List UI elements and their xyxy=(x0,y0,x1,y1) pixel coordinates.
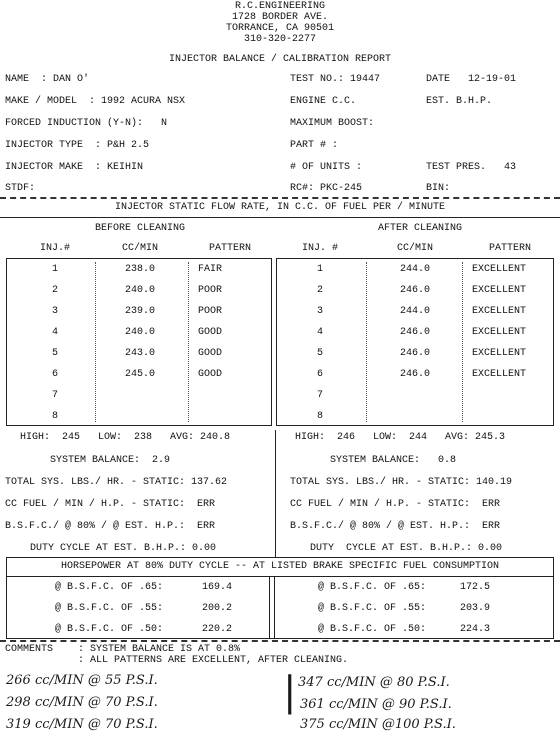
test-number-field: TEST NO.: 19447 xyxy=(290,74,381,85)
before-cc-fuel: CC FUEL / MIN / H.P. - STATIC: ERR xyxy=(5,499,216,510)
after-col-inj: INJ. # xyxy=(301,243,338,254)
before-cc-value: 240.0 xyxy=(124,327,155,338)
make-model-field: MAKE / MODEL : 1992 ACURA NSX xyxy=(5,96,186,107)
column-divider xyxy=(188,262,189,422)
name-field: NAME : DAN O' xyxy=(5,74,90,85)
before-cc-value: 238.0 xyxy=(124,264,155,275)
handwritten-note-right-1: 347 cc/MIN @ 80 P.S.I. xyxy=(298,675,450,690)
horsepower-title: HORSEPOWER AT 80% DUTY CYCLE -- AT LISTED BRAKE SPECIFIC FUEL CONSUMPTION xyxy=(60,561,500,572)
after-bsfc: B.S.F.C./ @ 80% / @ EST. H.P.: ERR xyxy=(290,521,501,532)
handwritten-note-left-2: 298 cc/MIN @ 70 P.S.I. xyxy=(6,695,158,710)
after-cc-value: 246.0 xyxy=(399,327,430,338)
before-duty-cycle: DUTY CYCLE AT EST. B.H.P.: 0.00 xyxy=(30,543,217,554)
handwritten-divider-mark: | xyxy=(283,669,297,715)
after-cc-value: 246.0 xyxy=(399,285,430,296)
before-inj-number: 2 xyxy=(51,285,58,296)
before-cc-value: 240.0 xyxy=(124,285,155,296)
after-col-pattern: PATTERN xyxy=(488,243,531,254)
handwritten-note-left-3: 319 cc/MIN @ 70 P.S.I. xyxy=(6,717,158,732)
hp-before-label: @ B.S.F.C. OF .55: xyxy=(55,603,164,614)
report-title: INJECTOR BALANCE / CALIBRATION REPORT xyxy=(168,54,392,65)
before-col-cc: CC/MIN xyxy=(121,243,158,254)
injector-type-field: INJECTOR TYPE : P&H 2.5 xyxy=(5,140,150,151)
hp-after-label: @ B.S.F.C. OF .65: xyxy=(318,582,427,593)
before-inj-number: 3 xyxy=(51,306,58,317)
hp-before-label: @ B.S.F.C. OF .50: xyxy=(55,624,164,635)
column-divider xyxy=(275,430,276,557)
before-inj-number: 1 xyxy=(51,264,58,275)
after-pattern-value: EXCELLENT xyxy=(472,348,527,359)
before-col-pattern: PATTERN xyxy=(208,243,251,254)
handwritten-note-left-1: 266 cc/MIN @ 55 P.S.I. xyxy=(6,673,158,688)
divider xyxy=(6,576,554,577)
bin-field: BIN: xyxy=(426,183,451,194)
before-bsfc: B.S.F.C./ @ 80% / @ EST. H.P.: ERR xyxy=(5,521,216,532)
after-cc-fuel: CC FUEL / MIN / H.P. - STATIC: ERR xyxy=(290,499,501,510)
before-total-sys: TOTAL SYS. LBS./ HR. - STATIC: 137.62 xyxy=(5,477,228,488)
date-field: DATE 12-19-01 xyxy=(426,74,517,85)
after-pattern-value: EXCELLENT xyxy=(472,327,527,338)
after-inj-number: 8 xyxy=(316,411,323,422)
before-pattern-value: GOOD xyxy=(198,327,223,338)
after-duty-cycle: DUTY CYCLE AT EST. B.H.P.: 0.00 xyxy=(310,543,503,554)
before-inj-number: 5 xyxy=(51,348,58,359)
before-cc-value: 239.0 xyxy=(124,306,155,317)
column-divider xyxy=(95,262,96,422)
column-divider xyxy=(366,262,367,422)
maximum-boost-field: MAXIMUM BOOST: xyxy=(290,118,375,129)
part-number-field: PART # : xyxy=(290,140,339,151)
flow-rate-title: INJECTOR STATIC FLOW RATE, IN C.C. OF FUEL PER / MINUTE xyxy=(114,202,446,213)
number-of-units-field: # OF UNITS : xyxy=(290,162,363,173)
hp-after-label: @ B.S.F.C. OF .55: xyxy=(318,603,427,614)
hp-after-label: @ B.S.F.C. OF .50: xyxy=(318,624,427,635)
handwritten-note-right-2: 361 cc/MIN @ 90 P.S.I. xyxy=(300,697,452,712)
after-inj-number: 2 xyxy=(316,285,323,296)
hp-after-value: 203.9 xyxy=(460,603,491,614)
before-inj-number: 8 xyxy=(51,411,58,422)
hp-before-value: 220.2 xyxy=(202,624,233,635)
after-inj-number: 6 xyxy=(316,369,323,380)
before-pattern-value: GOOD xyxy=(198,369,223,380)
comment-line-2: : ALL PATTERNS ARE EXCELLENT, AFTER CLEANING. xyxy=(78,655,349,666)
after-inj-number: 4 xyxy=(316,327,323,338)
after-inj-number: 7 xyxy=(316,390,323,401)
hp-before-value: 169.4 xyxy=(202,582,233,593)
before-inj-number: 7 xyxy=(51,390,58,401)
before-pattern-value: FAIR xyxy=(198,264,223,275)
after-pattern-value: EXCELLENT xyxy=(472,285,527,296)
stdf-field: STDF: xyxy=(5,183,36,194)
before-pattern-value: GOOD xyxy=(198,348,223,359)
after-system-balance: SYSTEM BALANCE: 0.8 xyxy=(330,455,457,466)
comments-label: COMMENTS xyxy=(5,644,54,655)
after-pattern-value: EXCELLENT xyxy=(472,369,527,380)
after-cc-value: 246.0 xyxy=(399,348,430,359)
test-pressure-field: TEST PRES. 43 xyxy=(426,162,517,173)
after-high-low-avg: HIGH: 246 LOW: 244 AVG: 245.3 xyxy=(295,432,506,443)
company-phone: 310-320-2277 xyxy=(243,34,316,45)
divider xyxy=(0,640,560,642)
after-total-sys: TOTAL SYS. LBS./ HR. - STATIC: 140.19 xyxy=(290,477,513,488)
before-high-low-avg: HIGH: 245 LOW: 238 AVG: 240.8 xyxy=(20,432,231,443)
rc-number-field: RC#: PKC-245 xyxy=(290,183,363,194)
est-bhp-field: EST. B.H.P. xyxy=(426,96,493,107)
divider xyxy=(0,197,560,199)
before-pattern-value: POOR xyxy=(198,306,223,317)
after-col-cc: CC/MIN xyxy=(396,243,433,254)
hp-before-value: 200.2 xyxy=(202,603,233,614)
company-address-line1: 1728 BORDER AVE. xyxy=(231,12,328,23)
injector-make-field: INJECTOR MAKE : KEIHIN xyxy=(5,162,144,173)
hp-before-label: @ B.S.F.C. OF .65: xyxy=(55,582,164,593)
handwritten-note-right-3: 375 cc/MIN @100 P.S.I. xyxy=(300,717,456,732)
before-system-balance: SYSTEM BALANCE: 2.9 xyxy=(50,455,171,466)
before-inj-number: 6 xyxy=(51,369,58,380)
after-cc-value: 244.0 xyxy=(399,264,430,275)
comment-line-1: : SYSTEM BALANCE IS AT 0.8% xyxy=(78,644,241,655)
after-pattern-value: EXCELLENT xyxy=(472,306,527,317)
after-inj-number: 3 xyxy=(316,306,323,317)
after-cleaning-title: AFTER CLEANING xyxy=(377,223,462,234)
after-inj-number: 5 xyxy=(316,348,323,359)
before-col-inj: INJ.# xyxy=(39,243,70,254)
before-cleaning-title: BEFORE CLEANING xyxy=(94,223,185,234)
column-divider xyxy=(269,577,270,638)
company-address-line2: TORRANCE, CA 90501 xyxy=(225,23,335,34)
before-pattern-value: POOR xyxy=(198,285,223,296)
before-inj-number: 4 xyxy=(51,327,58,338)
hp-after-value: 172.5 xyxy=(460,582,491,593)
engine-cc-field: ENGINE C.C. xyxy=(290,96,357,107)
after-cc-value: 246.0 xyxy=(399,369,430,380)
forced-induction-field: FORCED INDUCTION (Y-N): N xyxy=(5,118,168,129)
after-cc-value: 244.0 xyxy=(399,306,430,317)
divider xyxy=(0,217,560,218)
after-inj-number: 1 xyxy=(316,264,323,275)
before-cc-value: 245.0 xyxy=(124,369,155,380)
hp-after-value: 224.3 xyxy=(460,624,491,635)
column-divider xyxy=(462,262,463,422)
company-name: R.C.ENGINEERING xyxy=(234,1,325,12)
before-cc-value: 243.0 xyxy=(124,348,155,359)
after-pattern-value: EXCELLENT xyxy=(472,264,527,275)
column-divider xyxy=(274,577,275,638)
